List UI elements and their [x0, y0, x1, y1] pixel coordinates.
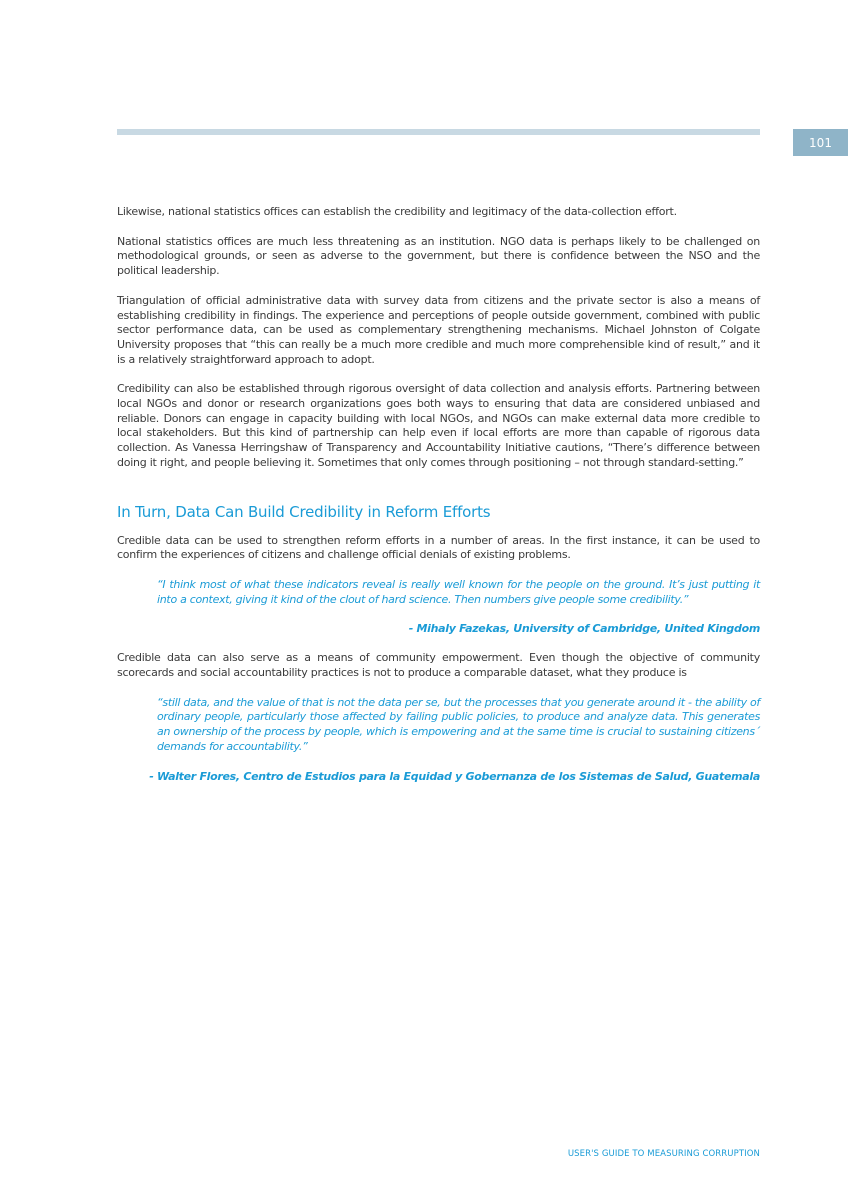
block-quote: “I think most of what these indicators reveal is really well known for the people on the ground. It’s just putting it into a context, giving it kind of the clout of hard science. Then numbers give people some credibility.” — [157, 577, 760, 606]
running-footer: USER'S GUIDE TO MEASURING CORRUPTION — [567, 1149, 760, 1159]
block-quote: “still data, and the value of that is not the data per se, but the processes that you generate around it - the ability of ordinary people, particularly those affected by failing public policies, to produce and analyze data. This generates an ownership of the process by people, which is empowering and at the same time is crucial to sustaining citizens´ demands for accountability.” — [157, 695, 760, 753]
paragraph: Triangulation of official administrative data with survey data from citizens and the private sector is also a means of establishing credibility in findings. The experience and perceptions of people outside government, combined with public sector performance data, can be used as complementary strengthening mechanisms. Michael Johnston of Colgate University proposes that “this can really be a much more credible and much more comprehensible kind of result,” and it is a relatively straightforward approach to adopt. — [117, 293, 760, 366]
paragraph: Credibility can also be established through rigorous oversight of data collection and analysis efforts. Partnering between local NGOs and donor or research organizations goes both ways to ensuring that data are considered unbiased and reliable. Donors can engage in capacity building with local NGOs, and NGOs can make external data more credible to local stakeholders. But this kind of partnership can help even if local efforts are more than capable of rigorous data collection. As Vanessa Herringshaw of Transparency and Accountability Initiative cautions, “There’s difference between doing it right, and people believing it. Sometimes that only comes through positioning – not through standard-setting.” — [117, 382, 760, 469]
header-rule — [117, 129, 760, 135]
paragraph: Credible data can be used to strengthen reform efforts in a number of areas. In the first instance, it can be used to confirm the experiences of citizens and challenge official denials of existing problems. — [117, 533, 760, 562]
paragraph: Likewise, national statistics offices can establish the credibility and legitimacy of the data-collection effort. — [117, 205, 677, 218]
page-content — [117, 205, 760, 799]
section-heading: In Turn, Data Can Build Credibility in Reform Efforts — [117, 502, 491, 521]
quote-attribution: - Mihaly Fazekas, University of Cambridge, United Kingdom — [408, 622, 760, 636]
quote-attribution: - Walter Flores, Centro de Estudios para la Equidad y Gobernanza de los Sistemas de Salud, Guatemala — [149, 769, 760, 783]
paragraph: Credible data can also serve as a means of community empowerment. Even though the objective of community scorecards and social accountability practices is not to produce a comparable dataset, what they produce is — [117, 651, 760, 680]
page-number: 101 — [793, 129, 848, 156]
paragraph: National statistics offices are much less threatening as an institution. NGO data is perhaps likely to be challenged on methodological grounds, or seen as adverse to the government, but there is confidence between the NSO and the political leadership. — [117, 234, 760, 278]
